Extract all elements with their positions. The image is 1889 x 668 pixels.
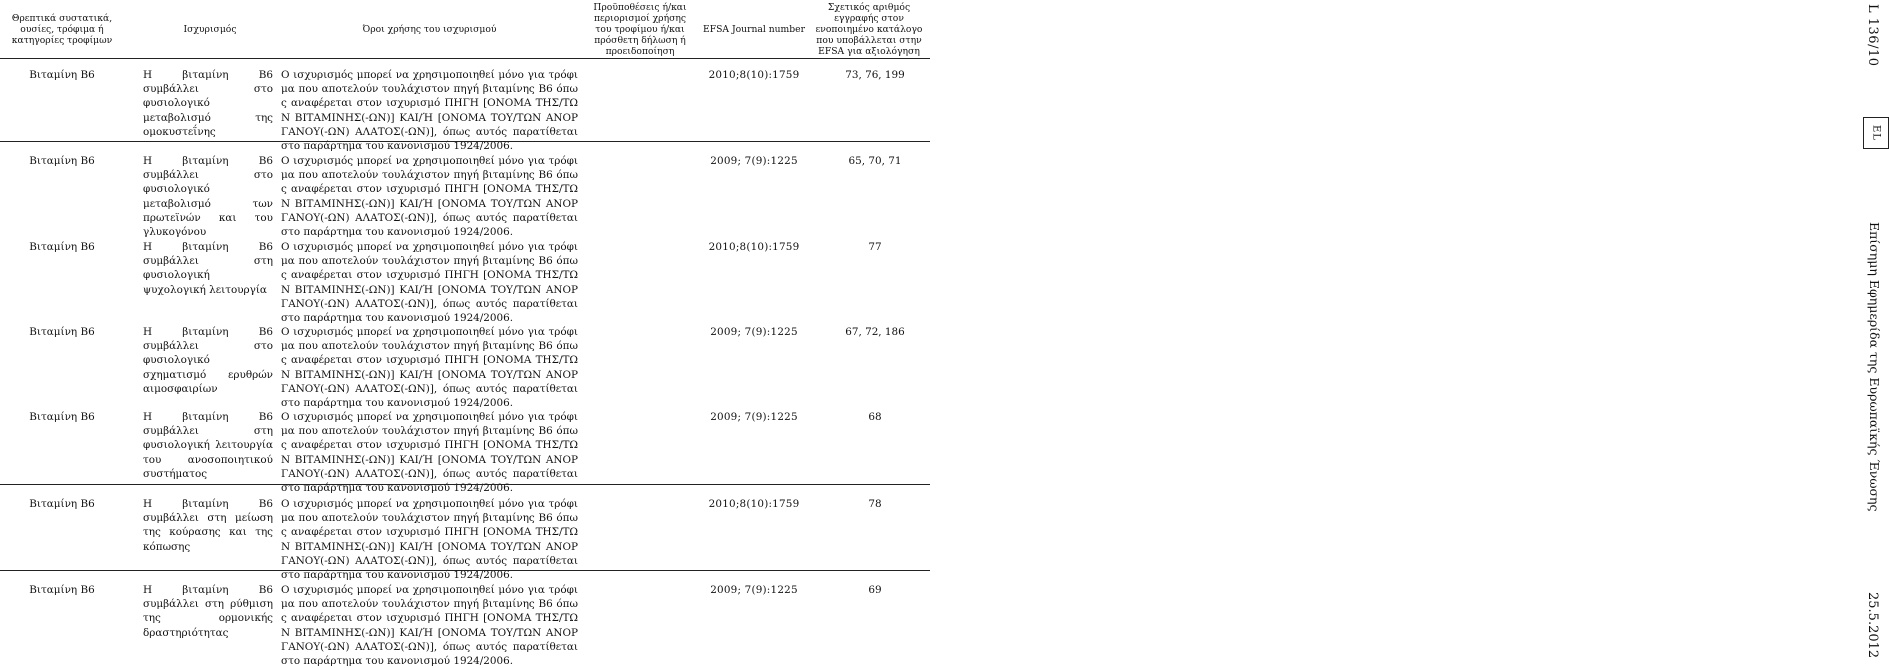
nutrient-cell: Βιταμίνη B6 (29, 411, 95, 423)
header-conditions: Όροι χρήσης του ισχυρισμού (362, 23, 497, 35)
nutrient-cell: Βιταμίνη B6 (29, 241, 95, 253)
efsa-reference-cell: 2009; 7(9):1225 (710, 155, 798, 167)
efsa-reference-cell: 2010;8(10):1759 (708, 241, 800, 253)
claim-cell: Η βιταμίνη B6 συμβάλλει στη φυσιολογική ψυχολογική λειτουργία (143, 241, 273, 296)
efsa-reference-cell: 2009; 7(9):1225 (710, 326, 798, 338)
claims-table (0, 0, 930, 668)
list-id-cell: 68 (868, 411, 882, 423)
header-claim: Ισχυρισμός (183, 23, 237, 35)
list-id-cell: 67, 72, 186 (845, 326, 905, 338)
header-nutrient: Θρεπτικά συστατικά, ουσίες, τρόφιμα ή κατηγορίες τροφίμων (11, 12, 113, 46)
conditions-cell: Ο ισχυρισμός μπορεί να χρησιμοποιηθεί μόνο για τρόφιμα που αποτελούν τουλάχιστον πηγή βιταμίνης B6 όπως αναφέρεται στον ισχυρισμό ΠΗΓΗ [ΟΝΟΜΑ ΤΗΣ/ΤΩΝ ΒΙΤΑΜΙΝΗΣ(-ΩΝ)] ΚΑΙ/Ή [ΟΝΟΜΑ ΤΟΥ/ΤΩΝ ΑΝΟΡΓΑΝΟΥ(-ΩΝ) ΑΛΑΤΟΣ(-ΩΝ)], όπως αυτός παρατίθεται στο παράρτημα του κανονισμού 1924/2006. (281, 326, 578, 410)
publication-date: 25.5.2012 (1865, 592, 1880, 659)
claim-cell: Η βιταμίνη B6 συμβάλλει στο φυσιολογικό μεταβολισμό της ομοκυστεΐνης (143, 69, 273, 138)
table-header (0, 0, 930, 59)
list-id-cell: 65, 70, 71 (848, 155, 902, 167)
header-restrictions: Προϋποθέσεις ή/και περιορισμοί χρήσης του τροφίμου ή/και πρόσθετη δήλωση ή προειδοποίηση (593, 1, 687, 57)
efsa-reference-cell: 2009; 7(9):1225 (710, 411, 798, 423)
list-id-cell: 78 (868, 498, 882, 510)
claim-cell: Η βιταμίνη B6 συμβάλλει στη ρύθμιση της ορμονικής δραστηριότητας (143, 584, 273, 639)
list-id-cell: 77 (868, 241, 882, 253)
header-list-id: Σχετικός αριθμός εγγραφής στον ενοποιημένο κατάλογο που υποβάλλεται στην EFSA για αξιολόγηση (815, 1, 923, 57)
page-reference: L 136/10 (1865, 4, 1880, 67)
claim-cell: Η βιταμίνη B6 συμβάλλει στη μείωση της κούρασης και της κόπωσης (143, 498, 273, 553)
nutrient-cell: Βιταμίνη B6 (29, 69, 95, 81)
journal-title: Επίσημη Εφημερίδα της Ευρωπαϊκής Ένωσης (1867, 222, 1882, 512)
efsa-reference-cell: 2010;8(10):1759 (708, 69, 800, 81)
claim-cell: Η βιταμίνη B6 συμβάλλει στο φυσιολογικό μεταβολισμό των πρωτεϊνών και του γλυκογόνου (143, 155, 273, 239)
header-efsa-journal: EFSA Journal number (703, 23, 805, 35)
efsa-reference-cell: 2010;8(10):1759 (708, 498, 800, 510)
claim-cell: Η βιταμίνη B6 συμβάλλει στο φυσιολογικό σχηματισμό ερυθρών αιμοσφαιρίων (143, 326, 273, 395)
nutrient-cell: Βιταμίνη B6 (29, 498, 95, 510)
conditions-cell: Ο ισχυρισμός μπορεί να χρησιμοποιηθεί μόνο για τρόφιμα που αποτελούν τουλάχιστον πηγή βιταμίνης B6 όπως αναφέρεται στον ισχυρισμό ΠΗΓΗ [ΟΝΟΜΑ ΤΗΣ/ΤΩΝ ΒΙΤΑΜΙΝΗΣ(-ΩΝ)] ΚΑΙ/Ή [ΟΝΟΜΑ ΤΟΥ/ΤΩΝ ΑΝΟΡΓΑΝΟΥ(-ΩΝ) ΑΛΑΤΟΣ(-ΩΝ)], όπως αυτός παρατίθεται στο παράρτημα του κανονισμού 1924/2006. (281, 411, 578, 495)
row-divider (0, 484, 930, 485)
nutrient-cell: Βιταμίνη B6 (29, 326, 95, 338)
row-divider (0, 141, 930, 142)
nutrient-cell: Βιταμίνη B6 (29, 584, 95, 596)
list-id-cell: 73, 76, 199 (845, 69, 905, 81)
language-badge (1863, 117, 1889, 149)
nutrient-cell: Βιταμίνη B6 (29, 155, 95, 167)
language-code: EL (1870, 125, 1882, 141)
row-divider (0, 570, 930, 571)
conditions-cell: Ο ισχυρισμός μπορεί να χρησιμοποιηθεί μόνο για τρόφιμα που αποτελούν τουλάχιστον πηγή βιταμίνης B6 όπως αναφέρεται στον ισχυρισμό ΠΗΓΗ [ΟΝΟΜΑ ΤΗΣ/ΤΩΝ ΒΙΤΑΜΙΝΗΣ(-ΩΝ)] ΚΑΙ/Ή [ΟΝΟΜΑ ΤΟΥ/ΤΩΝ ΑΝΟΡΓΑΝΟΥ(-ΩΝ) ΑΛΑΤΟΣ(-ΩΝ)], όπως αυτός παρατίθεται στο παράρτημα του κανονισμού 1924/2006. (281, 241, 578, 325)
claim-cell: Η βιταμίνη B6 συμβάλλει στη φυσιολογική λειτουργία του ανοσοποιητικού συστήματος (143, 411, 273, 480)
conditions-cell: Ο ισχυρισμός μπορεί να χρησιμοποιηθεί μόνο για τρόφιμα που αποτελούν τουλάχιστον πηγή βιταμίνης B6 όπως αναφέρεται στον ισχυρισμό ΠΗΓΗ [ΟΝΟΜΑ ΤΗΣ/ΤΩΝ ΒΙΤΑΜΙΝΗΣ(-ΩΝ)] ΚΑΙ/Ή [ΟΝΟΜΑ ΤΟΥ/ΤΩΝ ΑΝΟΡΓΑΝΟΥ(-ΩΝ) ΑΛΑΤΟΣ(-ΩΝ)], όπως αυτός παρατίθεται στο παράρτημα του κανονισμού 1924/2006. (281, 498, 578, 582)
conditions-cell: Ο ισχυρισμός μπορεί να χρησιμοποιηθεί μόνο για τρόφιμα που αποτελούν τουλάχιστον πηγή βιταμίνης B6 όπως αναφέρεται στον ισχυρισμό ΠΗΓΗ [ΟΝΟΜΑ ΤΗΣ/ΤΩΝ ΒΙΤΑΜΙΝΗΣ(-ΩΝ)] ΚΑΙ/Ή [ΟΝΟΜΑ ΤΟΥ/ΤΩΝ ΑΝΟΡΓΑΝΟΥ(-ΩΝ) ΑΛΑΤΟΣ(-ΩΝ)], όπως αυτός παρατίθεται στο παράρτημα του κανονισμού 1924/2006. (281, 155, 578, 239)
right-margin (930, 0, 1882, 663)
efsa-reference-cell: 2009; 7(9):1225 (710, 584, 798, 596)
conditions-cell: Ο ισχυρισμός μπορεί να χρησιμοποιηθεί μόνο για τρόφιμα που αποτελούν τουλάχιστον πηγή βιταμίνης B6 όπως αναφέρεται στον ισχυρισμό ΠΗΓΗ [ΟΝΟΜΑ ΤΗΣ/ΤΩΝ ΒΙΤΑΜΙΝΗΣ(-ΩΝ)] ΚΑΙ/Ή [ΟΝΟΜΑ ΤΟΥ/ΤΩΝ ΑΝΟΡΓΑΝΟΥ(-ΩΝ) ΑΛΑΤΟΣ(-ΩΝ)], όπως αυτός παρατίθεται στο παράρτημα του κανονισμού 1924/2006. (281, 584, 578, 668)
list-id-cell: 69 (868, 584, 882, 596)
conditions-cell: Ο ισχυρισμός μπορεί να χρησιμοποιηθεί μόνο για τρόφιμα που αποτελούν τουλάχιστον πηγή βιταμίνης B6 όπως αναφέρεται στον ισχυρισμό ΠΗΓΗ [ΟΝΟΜΑ ΤΗΣ/ΤΩΝ ΒΙΤΑΜΙΝΗΣ(-ΩΝ)] ΚΑΙ/Ή [ΟΝΟΜΑ ΤΟΥ/ΤΩΝ ΑΝΟΡΓΑΝΟΥ(-ΩΝ) ΑΛΑΤΟΣ(-ΩΝ)], όπως αυτός παρατίθεται στο παράρτημα του κανονισμού 1924/2006. (281, 69, 578, 153)
